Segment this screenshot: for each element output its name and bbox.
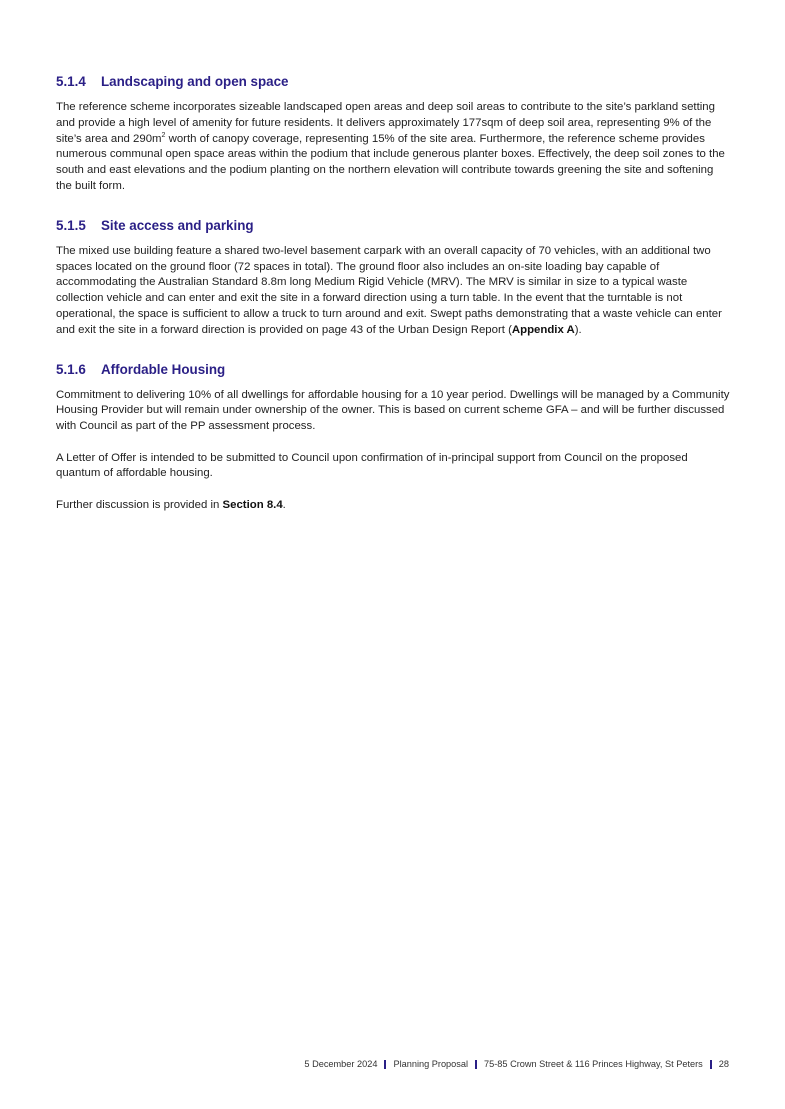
section-5-1-5 [56, 217, 732, 339]
footer-separator [384, 1060, 386, 1069]
paragraph-text: The reference scheme incorporates sizeable landscaped open areas and deep soil areas to contribute to the site’s parkland setting and provide a high level of amenity for future residents. It delivers approximately 177sqm of deep soil area, representing 9% of the site’s area and 290m [56, 101, 715, 145]
section-reference: Section 8.4 [222, 498, 283, 511]
superscript: 2 [161, 131, 166, 139]
section-title: Landscaping and open space [101, 74, 289, 89]
paragraph-text: The mixed use building feature a shared two-level basement carpark with an overall capacity of 70 vehicles, with an additional two spaces located on the ground floor (72 spaces in total). The ground floor also includes an on-site loading bay capable of accommodating the Australian Standard 8.8m long Medium Rigid Vehicle (MRV). The MRV is similar in size to a typical waste collection vehicle and can enter and exit the site in a forward direction using a turn table. In the event that the turntable is not operational, the space is sufficient to allow a truck to turn around and exit. Swept paths demonstrating that a waste vehicle can enter and exit the site in a forward direction is provided on page 43 of the Urban Design Report ( [56, 244, 722, 336]
section-title: Affordable Housing [101, 361, 226, 377]
section-5-1-6 [56, 361, 732, 514]
footer-separator [710, 1060, 712, 1069]
section-number: 5.1.6 [56, 361, 86, 377]
footer-address: 75-85 Crown Street & 116 Princes Highway, St Peters [484, 1059, 703, 1069]
paragraph-text: ). [574, 323, 582, 336]
paragraph: A Letter of Offer is intended to be submitted to Council upon confirmation of in-principal support from Council on the proposed quantum of affordable housing. [56, 451, 688, 480]
section-number: 5.1.5 [56, 217, 86, 233]
appendix-reference: Appendix A [511, 323, 575, 336]
page-body [56, 73, 732, 536]
footer-document-title: Planning Proposal [393, 1059, 469, 1069]
page-number: 28 [718, 1059, 729, 1069]
section-heading [56, 361, 732, 379]
paragraph-text: Further discussion is provided in [56, 498, 223, 511]
section-heading [56, 73, 732, 91]
paragraph: Commitment to delivering 10% of all dwellings for affordable housing for a 10 year period. Dwellings will be managed by a Community Housing Provider but will remain under ownership of the owner. This is based on current scheme GFA – and will be further discussed with Council as part of the PP assessment process. [56, 388, 730, 433]
paragraph [56, 498, 732, 514]
paragraph [56, 244, 732, 339]
section-heading [56, 217, 732, 235]
paragraph-text: . [282, 498, 286, 511]
section-number: 5.1.4 [56, 74, 86, 89]
page-footer [304, 1059, 729, 1069]
paragraph [56, 100, 732, 195]
paragraph-text: worth of canopy coverage, representing 15% of the site area. Furthermore, the reference scheme provides numerous communal open space areas within the podium that include generous planter boxes. Effectively, the deep soil zones to the south and east elevations and the podium planting on the northern elevation will contribute towards greening the site and softening the built form. [56, 132, 725, 192]
section-5-1-4 [56, 73, 732, 195]
footer-date: 5 December 2024 [304, 1059, 378, 1069]
section-title: Site access and parking [101, 217, 254, 233]
footer-separator [475, 1060, 477, 1069]
